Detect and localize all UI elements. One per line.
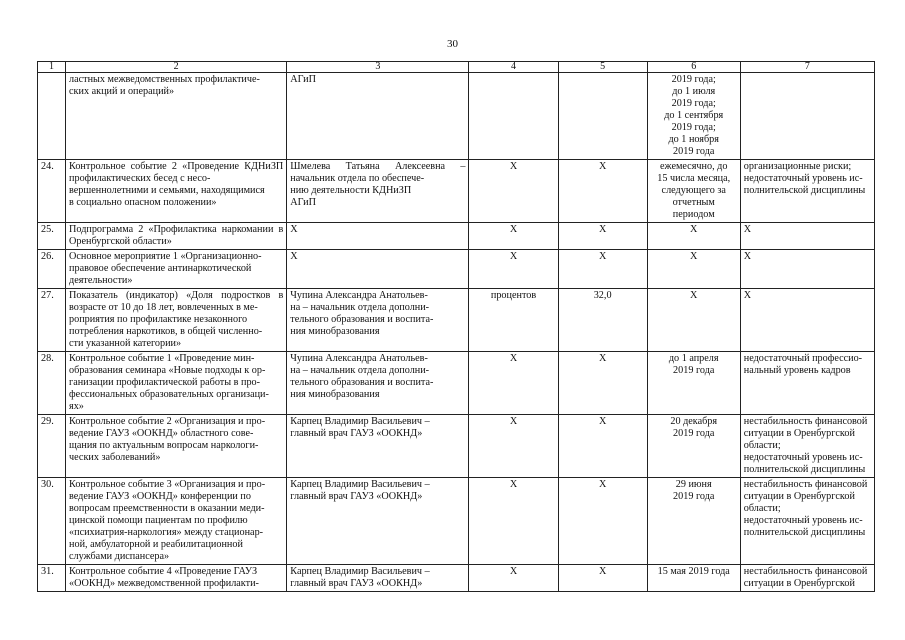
indicator-value: Х bbox=[558, 223, 647, 250]
unit-of-measure: Х bbox=[469, 478, 558, 565]
risks: нестабильность финансовой ситуации в Оренбургской области; недостаточный уровень ис- полнительской дисциплины bbox=[740, 415, 874, 478]
column-number: 7 bbox=[740, 62, 874, 73]
page-number: 30 bbox=[447, 38, 458, 50]
row-number: 27. bbox=[38, 289, 66, 352]
responsible-person: Х bbox=[287, 223, 469, 250]
risks: Х bbox=[740, 223, 874, 250]
column-number: 3 bbox=[287, 62, 469, 73]
risks: Х bbox=[740, 250, 874, 289]
event-name: Подпрограмма 2 «Профилактика наркомании в Оренбургской области» bbox=[66, 223, 287, 250]
indicator-value: Х bbox=[558, 565, 647, 592]
deadline: 20 декабря 2019 года bbox=[647, 415, 740, 478]
deadline: 15 мая 2019 года bbox=[647, 565, 740, 592]
plan-table bbox=[37, 61, 875, 592]
deadline: 2019 года; до 1 июля 2019 года; до 1 сентября 2019 года; до 1 ноября 2019 года bbox=[647, 73, 740, 160]
column-number: 2 bbox=[66, 62, 287, 73]
unit-of-measure: Х bbox=[469, 352, 558, 415]
event-name: Показатель (индикатор) «Доля подростков в возрасте от 10 до 18 лет, вовлеченных в ме- роприятия по профилактике незаконного потребления наркотиков, в общей численно- сти указанной категории» bbox=[66, 289, 287, 352]
responsible-person: Чупина Александра Анатольев- на – начальник отдела дополни- тельного образования и воспита- ния минобразования bbox=[287, 352, 469, 415]
indicator-value: Х bbox=[558, 478, 647, 565]
table-row bbox=[38, 160, 875, 223]
deadline: 29 июня 2019 года bbox=[647, 478, 740, 565]
table-row bbox=[38, 415, 875, 478]
unit-of-measure: Х bbox=[469, 565, 558, 592]
indicator-value: 32,0 bbox=[558, 289, 647, 352]
column-number: 4 bbox=[469, 62, 558, 73]
column-number: 6 bbox=[647, 62, 740, 73]
row-number: 30. bbox=[38, 478, 66, 565]
event-name: ластных межведомственных профилактиче- ских акций и операций» bbox=[66, 73, 287, 160]
table-row bbox=[38, 289, 875, 352]
deadline: ежемесячно, до 15 числа месяца, следующего за отчетным периодом bbox=[647, 160, 740, 223]
unit-of-measure bbox=[469, 73, 558, 160]
responsible-person: Х bbox=[287, 250, 469, 289]
table-row bbox=[38, 73, 875, 160]
indicator-value bbox=[558, 73, 647, 160]
responsible-person: Карпец Владимир Васильевич – главный врач ГАУЗ «ООКНД» bbox=[287, 478, 469, 565]
responsible-person: АГиП bbox=[287, 73, 469, 160]
responsible-person: Чупина Александра Анатольев- на – начальник отдела дополни- тельного образования и воспита- ния минобразования bbox=[287, 289, 469, 352]
risks: организационные риски; недостаточный уровень ис- полнительской дисциплины bbox=[740, 160, 874, 223]
table-row bbox=[38, 565, 875, 592]
indicator-value: Х bbox=[558, 415, 647, 478]
risks: нестабильность финансовой ситуации в Оренбургской области; недостаточный уровень ис- полнительской дисциплины bbox=[740, 478, 874, 565]
indicator-value: Х bbox=[558, 250, 647, 289]
responsible-person: Шмелева Татьяна Алексеевна – начальник отдела по обеспече- нию деятельности КДНиЗП АГиП bbox=[287, 160, 469, 223]
deadline: Х bbox=[647, 250, 740, 289]
deadline: Х bbox=[647, 289, 740, 352]
risks: нестабильность финансовой ситуации в Оренбургской bbox=[740, 565, 874, 592]
event-name: Контрольное событие 4 «Проведение ГАУЗ «ООКНД» межведомственной профилакти- bbox=[66, 565, 287, 592]
deadline: Х bbox=[647, 223, 740, 250]
event-name: Контрольное событие 1 «Проведение мин- образования семинара «Новые подходы к ор- ганизации профилактической работы в про- фессиональных образовательных организаци- ях» bbox=[66, 352, 287, 415]
indicator-value: Х bbox=[558, 160, 647, 223]
responsible-person: Карпец Владимир Васильевич – главный врач ГАУЗ «ООКНД» bbox=[287, 565, 469, 592]
event-name: Основное мероприятие 1 «Организационно- правовое обеспечение антинаркотической деятельности» bbox=[66, 250, 287, 289]
risks: Х bbox=[740, 289, 874, 352]
column-number: 5 bbox=[558, 62, 647, 73]
column-number: 1 bbox=[38, 62, 66, 73]
responsible-person: Карпец Владимир Васильевич – главный врач ГАУЗ «ООКНД» bbox=[287, 415, 469, 478]
deadline: до 1 апреля 2019 года bbox=[647, 352, 740, 415]
row-number: 24. bbox=[38, 160, 66, 223]
table-row bbox=[38, 250, 875, 289]
table-row bbox=[38, 478, 875, 565]
unit-of-measure: Х bbox=[469, 160, 558, 223]
risks: недостаточный профессио- нальный уровень кадров bbox=[740, 352, 874, 415]
unit-of-measure: Х bbox=[469, 415, 558, 478]
event-name: Контрольное событие 2 «Проведение КДНиЗП профилактических бесед с несо- вершеннолетними и семьями, находящимися в социально опасном положении» bbox=[66, 160, 287, 223]
event-name: Контрольное событие 3 «Организация и про- ведение ГАУЗ «ООКНД» конференции по вопросам преемственности в оказании меди- цинской помощи пациентам по профилю «психиатрия-наркология» между стационар- ной, амбулаторной и реабилитационной службами диспансера» bbox=[66, 478, 287, 565]
event-name: Контрольное событие 2 «Организация и про- ведение ГАУЗ «ООКНД» областного сове- щания по актуальным вопросам наркологи- ческих заболеваний» bbox=[66, 415, 287, 478]
row-number: 25. bbox=[38, 223, 66, 250]
table-row bbox=[38, 352, 875, 415]
row-number bbox=[38, 73, 66, 160]
row-number: 29. bbox=[38, 415, 66, 478]
unit-of-measure: Х bbox=[469, 250, 558, 289]
unit-of-measure: процентов bbox=[469, 289, 558, 352]
table-row bbox=[38, 223, 875, 250]
unit-of-measure: Х bbox=[469, 223, 558, 250]
row-number: 31. bbox=[38, 565, 66, 592]
indicator-value: Х bbox=[558, 352, 647, 415]
row-number: 26. bbox=[38, 250, 66, 289]
column-number-row bbox=[38, 62, 875, 73]
risks bbox=[740, 73, 874, 160]
row-number: 28. bbox=[38, 352, 66, 415]
